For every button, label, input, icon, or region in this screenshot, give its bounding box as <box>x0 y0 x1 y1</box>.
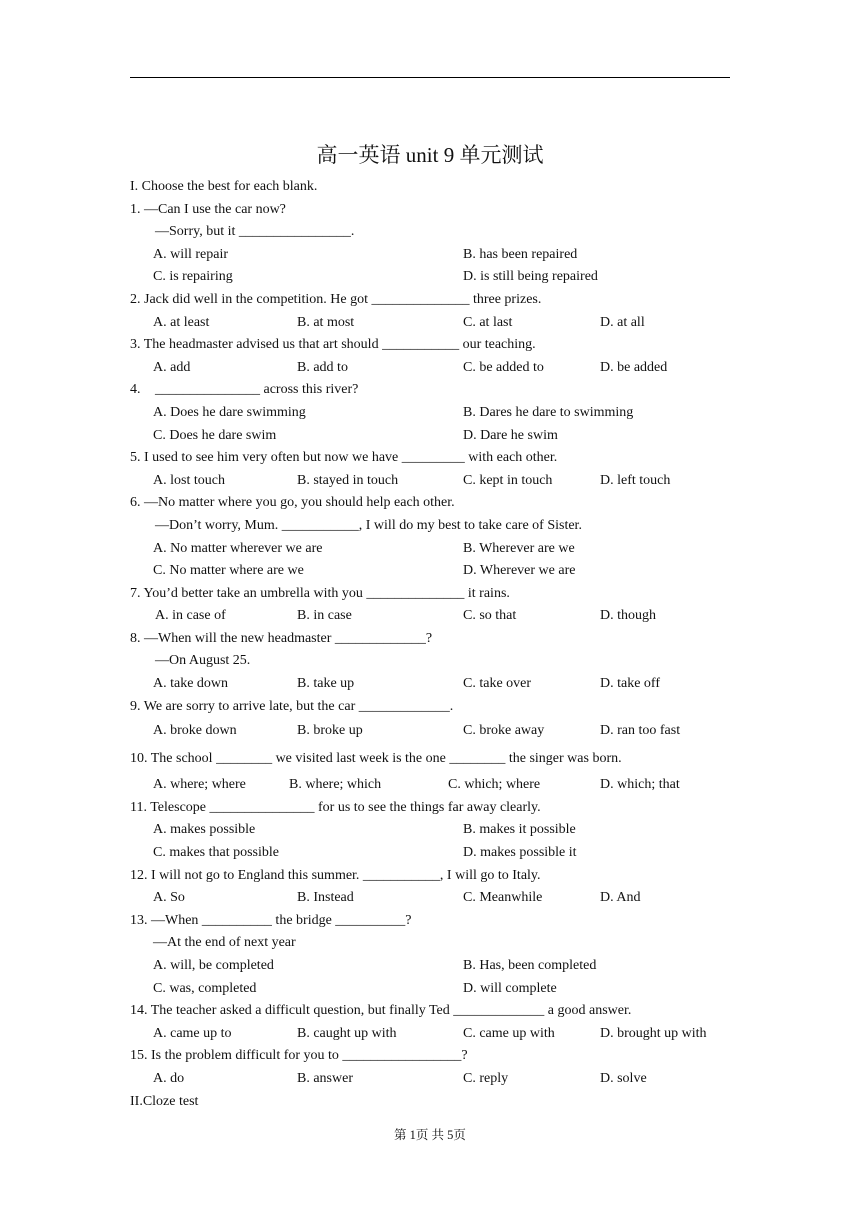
option-b: B. add to <box>297 359 348 375</box>
option-c: C. No matter where are we <box>153 563 304 579</box>
option-b: B. at most <box>297 314 355 330</box>
question-stem: 15. Is the problem difficult for you to _________________? <box>130 1048 468 1064</box>
option-d: D. take off <box>600 676 660 692</box>
option-c: C. came up with <box>463 1025 555 1041</box>
option-d: D. though <box>600 608 656 624</box>
question-stem: 1. —Can I use the car now? <box>130 201 286 217</box>
option-a: A. Does he dare swimming <box>153 404 306 420</box>
page-footer: 第 1页 共 5页 <box>394 1128 466 1142</box>
option-a: A. So <box>153 890 185 906</box>
option-a: A. lost touch <box>153 472 225 488</box>
option-d: D. makes possible it <box>463 845 577 861</box>
option-b: B. has been repaired <box>463 246 578 262</box>
option-d: D. brought up with <box>600 1025 707 1041</box>
option-c: C. be added to <box>463 359 544 375</box>
question-stem: 6. —No matter where you go, you should help each other. <box>130 495 455 511</box>
option-a: A. do <box>153 1070 185 1086</box>
option-a: A. will, be completed <box>153 958 274 973</box>
option-b: B. caught up with <box>297 1025 397 1041</box>
option-b: B. Instead <box>297 890 354 906</box>
option-c: C. Does he dare swim <box>153 427 277 443</box>
option-c: C. which; where <box>448 777 541 793</box>
option-c: C. kept in touch <box>463 472 553 488</box>
option-c: C. makes that possible <box>153 845 279 861</box>
option-a: A. at least <box>153 314 210 330</box>
option-b: B. broke up <box>297 723 363 739</box>
option-c: C. is repairing <box>153 269 233 285</box>
question-reply: —On August 25. <box>155 653 251 669</box>
option-c: C. was, completed <box>153 980 257 996</box>
option-a: A. broke down <box>153 723 237 739</box>
question-stem: 11. Telescope _______________ for us to see the things far away clearly. <box>130 799 541 815</box>
option-c: C. so that <box>463 608 517 624</box>
question-stem: 14. The teacher asked a difficult question, but finally Ted _____________ a good answer. <box>130 1003 632 1019</box>
question-stem: 2. Jack did well in the competition. He got ______________ three prizes. <box>130 291 542 307</box>
option-d: D. is still being repaired <box>463 269 598 285</box>
option-a: A. No matter wherever we are <box>153 540 323 556</box>
page-title: 高一英语 unit 9 单元测试 <box>316 143 544 167</box>
option-d: D. Dare he swim <box>463 427 558 443</box>
option-b: B. Wherever are we <box>463 540 575 556</box>
option-c: C. reply <box>463 1070 509 1086</box>
option-d: D. be added <box>600 359 668 375</box>
question-stem: 5. I used to see him very often but now we have _________ with each other. <box>130 450 558 466</box>
option-c: C. Meanwhile <box>463 890 543 906</box>
option-d: D. which; that <box>600 777 680 793</box>
option-c: C. broke away <box>463 723 545 739</box>
question-reply: —Don’t worry, Mum. ___________, I will do my best to take care of Sister. <box>155 517 582 533</box>
option-d: D. solve <box>600 1070 647 1086</box>
question-stem: _______________ across this river? <box>155 382 359 398</box>
question-stem: 12. I will not go to England this summer. ___________, I will go to Italy. <box>130 867 541 883</box>
option-d: D. at all <box>600 314 645 330</box>
option-d: D. ran too fast <box>600 723 681 739</box>
option-a: A. came up to <box>153 1025 232 1041</box>
question-stem: 7. You’d better take an umbrella with you ______________ it rains. <box>130 585 510 601</box>
option-a: A. add <box>153 359 191 375</box>
section-heading: II.Cloze test <box>130 1093 199 1109</box>
option-b: B. Dares he dare to swimming <box>463 404 634 420</box>
option-c: C. take over <box>463 676 532 692</box>
question-number: 4. <box>130 382 141 398</box>
option-b: B. makes it possible <box>463 822 576 838</box>
question-stem: 13. —When __________ the bridge __________? <box>130 912 412 928</box>
option-c: C. at last <box>463 314 513 330</box>
option-a: A. will repair <box>153 246 229 262</box>
option-b: B. Has, been completed <box>463 958 597 973</box>
question-stem: 8. —When will the new headmaster _____________? <box>130 630 433 646</box>
option-b: B. answer <box>297 1070 353 1086</box>
option-b: B. where; which <box>289 777 382 793</box>
option-d: D. will complete <box>463 980 557 996</box>
header-rule <box>130 77 730 78</box>
option-b: B. take up <box>297 676 355 692</box>
question-stem: 10. The school ________ we visited last week is the one ________ the singer was born. <box>130 751 622 767</box>
section-heading: I. Choose the best for each blank. <box>130 179 318 194</box>
option-a: A. take down <box>153 676 229 692</box>
question-stem: 9. We are sorry to arrive late, but the car _____________. <box>130 698 454 714</box>
option-b: B. in case <box>297 608 352 624</box>
question-stem: 3. The headmaster advised us that art should ___________ our teaching. <box>130 337 536 353</box>
question-reply: —Sorry, but it ________________. <box>155 224 355 240</box>
question-list <box>130 176 730 1113</box>
option-d: D. And <box>600 890 641 906</box>
option-d: D. Wherever we are <box>463 563 576 579</box>
option-a: A. where; where <box>153 777 246 793</box>
option-a: A. in case of <box>155 608 226 624</box>
option-d: D. left touch <box>600 472 671 488</box>
question-reply: —At the end of next year <box>153 935 296 951</box>
option-b: B. stayed in touch <box>297 472 399 488</box>
option-a: A. makes possible <box>153 822 256 838</box>
